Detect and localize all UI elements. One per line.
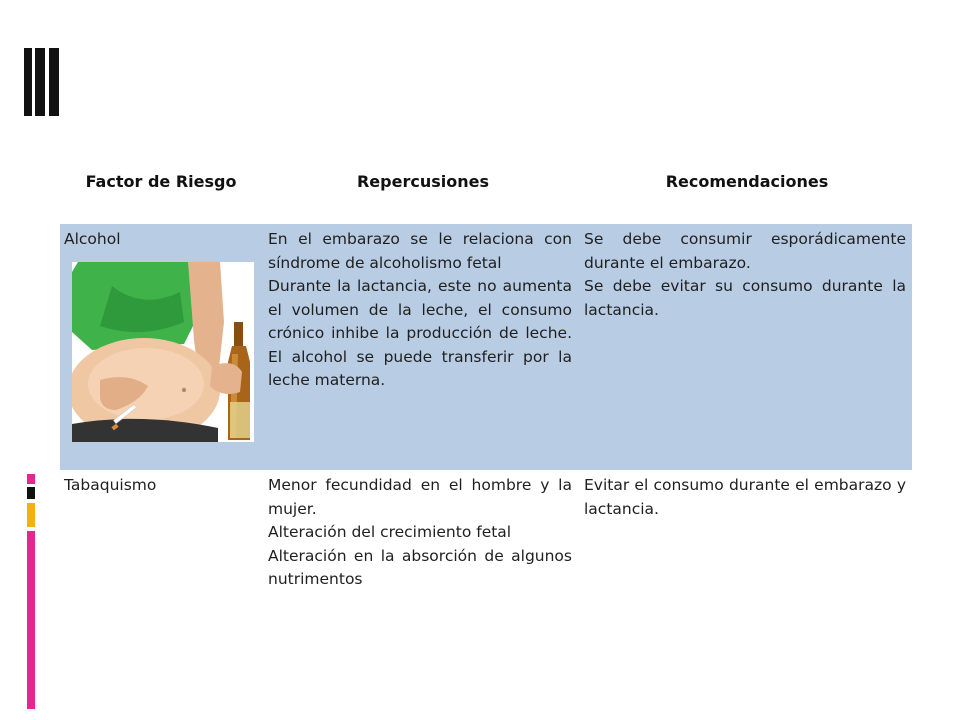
- table-row-alcohol: [60, 224, 912, 470]
- logo-bar: [49, 48, 59, 116]
- repercusion-text: Alteración en la absorción de algunos nutrimentos: [268, 546, 572, 588]
- accent-strip-black: [27, 487, 35, 499]
- repercusion-text: Menor fecundidad en el hombre y la mujer.: [268, 476, 572, 518]
- recomendacion-text: Evitar el consumo durante el embarazo y lactancia.: [584, 476, 906, 518]
- logo-bar: [35, 48, 45, 116]
- slide-logo-icon: [24, 48, 60, 116]
- table-header: [60, 172, 912, 196]
- factor-label: Alcohol: [64, 230, 121, 248]
- recomendaciones-cell: [584, 228, 906, 322]
- repercusiones-cell: [268, 228, 572, 393]
- pregnant-woman-with-alcohol-photo: [72, 262, 254, 442]
- accent-strip-yellow: [27, 503, 35, 527]
- recomendaciones-cell: [584, 474, 906, 521]
- repercusiones-cell: [268, 474, 572, 592]
- factor-cell: [64, 228, 260, 252]
- factor-label: Tabaquismo: [64, 476, 157, 494]
- recomendacion-text: Se debe evitar su consumo durante la lactancia.: [584, 277, 906, 319]
- accent-strip-pink-long: [27, 531, 35, 709]
- header-factor-de-riesgo: Factor de Riesgo: [85, 172, 237, 191]
- header-recomendaciones: Recomendaciones: [665, 172, 829, 191]
- repercusion-text: Alteración del crecimiento fetal: [268, 523, 512, 541]
- factor-cell: [64, 474, 260, 498]
- table-row-tabaquismo: [60, 470, 912, 600]
- recomendacion-text: Se debe consumir esporádicamente durante el embarazo.: [584, 230, 906, 272]
- photo-illustration: [72, 262, 254, 442]
- repercusion-text: En el embarazo se le relaciona con síndrome de alcoholismo fetal: [268, 230, 572, 272]
- repercusion-text: Durante la lactancia, este no aumenta el volumen de la leche, el consumo crónico inhibe la producción de leche. El alcohol se puede transferir por la leche materna.: [268, 277, 572, 389]
- header-repercusiones: Repercusiones: [356, 172, 489, 191]
- accent-strip-pink-short: [27, 474, 35, 484]
- logo-bar: [24, 48, 32, 116]
